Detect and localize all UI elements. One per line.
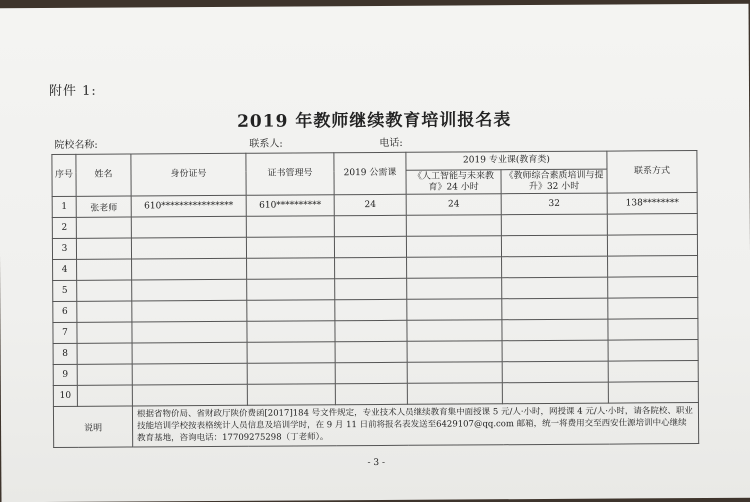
row-seq: 9 [53,364,77,385]
row-contact [608,382,698,404]
row-name: 张老师 [76,196,131,217]
row-cert [247,279,335,301]
row-name [77,385,132,406]
contact-label: 联系人: [249,138,283,150]
row-cert [247,363,335,385]
form-title: 2019 年教师继续教育培训报名表 [237,110,512,132]
header-contact: 联系方式 [607,151,697,194]
row-cert [247,384,335,406]
row-seq: 6 [53,301,77,322]
header-quality-course: 《教师综合素质培训与提升》32 小时 [501,169,607,194]
row-id [131,237,246,259]
row-ai [407,320,502,342]
row-id: 610**************** [131,195,246,217]
row-id [132,384,247,406]
row-contact [608,361,698,383]
row-cert [247,321,335,343]
phone-label: 电话: [379,137,403,149]
row-name [77,322,132,343]
row-seq: 10 [53,385,77,406]
row-quality [502,340,608,362]
row-id [132,300,247,322]
row-quality [502,256,608,278]
row-name [77,280,132,301]
document-page [0,4,750,502]
row-contact [607,235,697,257]
note-text: 根据省物价局、省财政厅陕价费函[2017]184 号文件规定，专业技术人员继续教育集中面授课 5 元/人·小时，网授课 4 元/人·小时，请各院校、职业技能培训学校按表格统计人员信息及培训学时，在 9 月 11 日前将报名表发送至6429107@qq.com 邮箱，统一将费用交至西安仕源培训中心继续教育基地，咨询电话：17709275298（丁老师）。 [132,403,698,447]
row-public [335,320,407,341]
row-name [77,343,132,364]
row-public [335,383,407,404]
row-ai: 24 [406,194,501,216]
row-id [132,342,247,364]
row-ai [407,341,502,363]
row-ai [406,215,501,237]
row-public [335,257,407,278]
row-quality [502,298,608,320]
row-cert [247,300,335,322]
row-cert [247,258,335,280]
row-contact [608,256,698,278]
row-quality [502,361,608,383]
row-name [77,259,132,280]
row-contact [608,277,698,299]
row-quality [501,214,607,236]
row-public [335,341,407,362]
row-cert [247,342,335,364]
row-id [132,258,247,280]
row-ai [407,299,502,321]
row-quality [502,277,608,299]
row-ai [407,257,502,279]
row-cert: 610********** [246,195,334,217]
header-id: 身份证号 [131,153,246,196]
row-ai [406,236,501,258]
row-public [335,299,407,320]
row-contact [608,298,698,320]
row-cert [246,237,334,259]
header-ai-course: 《人工智能与未来教育》24 小时 [406,170,501,195]
row-public [335,278,407,299]
header-name: 姓名 [76,154,131,196]
row-id [132,363,247,385]
row-contact [608,319,698,341]
row-quality [502,382,608,404]
row-seq: 3 [52,238,76,259]
page-number: - 3 - [367,457,386,469]
row-public: 24 [334,194,406,215]
header-seq: 序号 [52,154,76,196]
row-name [76,217,131,238]
row-public [334,236,406,257]
header-cert: 证书管理号 [246,153,334,196]
row-name [77,301,132,322]
row-seq: 1 [52,196,76,217]
school-label: 院校名称: [54,139,98,151]
row-quality [502,319,608,341]
note-label: 说明 [53,406,132,447]
row-public [335,362,407,383]
row-id [132,321,247,343]
row-name [77,364,132,385]
row-seq: 4 [53,259,77,280]
row-public [334,215,406,236]
row-ai [407,278,502,300]
row-seq: 5 [53,280,77,301]
header-public: 2019 公需课 [334,152,406,194]
row-contact: 138******** [607,193,697,215]
row-ai [407,362,502,384]
row-ai [407,383,502,405]
row-quality: 32 [501,193,607,215]
row-contact [608,340,698,362]
row-cert [246,216,334,238]
registration-table [51,150,699,448]
row-seq: 8 [53,343,77,364]
row-quality [501,235,607,257]
attachment-label: 附件 1: [48,83,97,99]
row-id [132,279,247,301]
row-id [131,216,246,238]
row-name [76,238,131,259]
header-professional: 2019 专业课(教育类) [406,151,607,170]
row-seq: 2 [52,217,76,238]
row-contact [607,214,697,236]
row-seq: 7 [53,322,77,343]
